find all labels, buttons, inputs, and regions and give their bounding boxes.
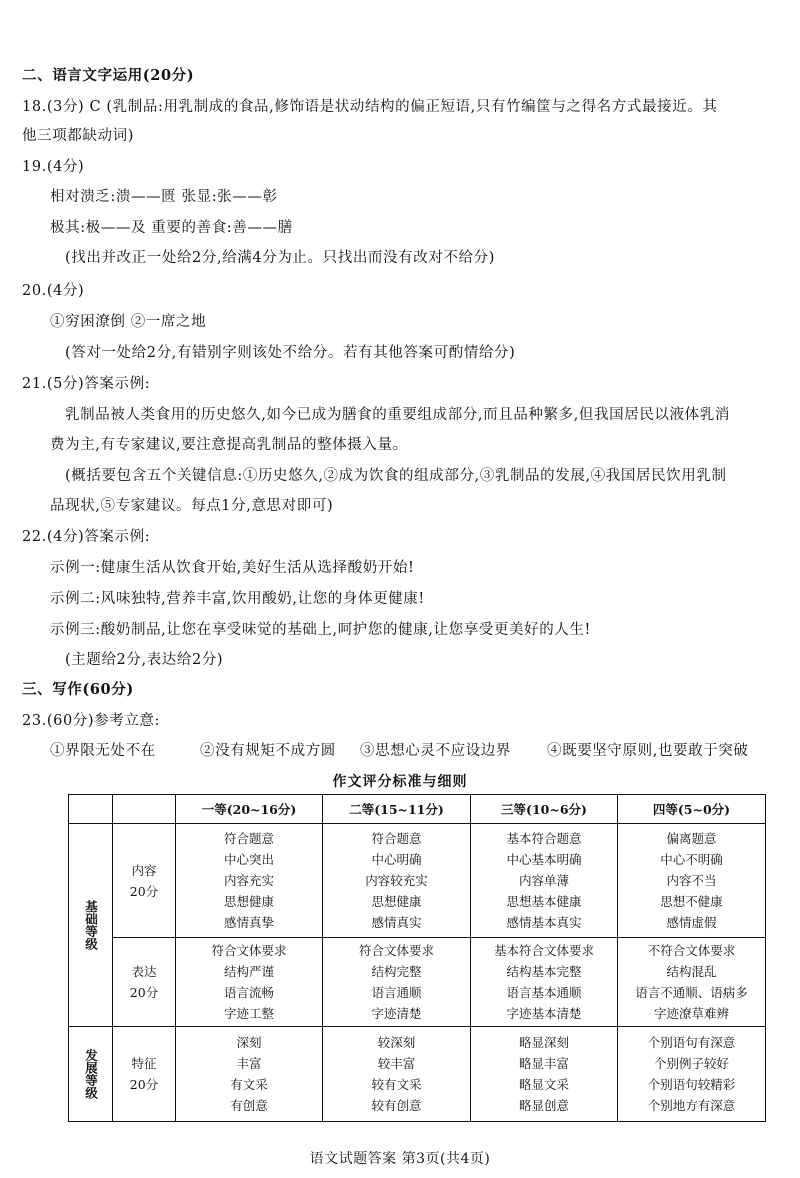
- cell-line: 较有创意: [371, 1098, 422, 1113]
- q21-answer-line-2: 费为主,有专家建议,要注意提高乳制品的整体摄入量。: [50, 437, 408, 453]
- cell-line: 符合题意: [371, 831, 422, 846]
- cell-line: 中心不明确: [660, 852, 723, 867]
- q19-heading: 19.(4分): [22, 159, 85, 175]
- cell-line: 语言通顺: [371, 985, 422, 1000]
- table-header-row: [69, 795, 766, 824]
- q21-grading-note-2: 品现状,⑤专家建议。每点1分,意思对即可): [50, 498, 334, 514]
- cell-line: 感情真挚: [223, 915, 274, 930]
- cell-line: 感情基本真实: [506, 915, 582, 930]
- q18-line-1: 18.(3分) C (乳制品:用乳制成的食品,修饰语是状动结构的偏正短语,只有竹编筐与之得名方式最接近。其: [22, 99, 718, 115]
- cell-line: 个别语句较精彩: [647, 1077, 736, 1092]
- cell-line: 符合题意: [223, 831, 274, 846]
- table-cell: [176, 938, 323, 1027]
- table-cell: [176, 824, 323, 938]
- row-label: 表达 20分: [113, 938, 176, 1027]
- cell-line: 基本符合文体要求: [493, 943, 594, 958]
- table-cell: [323, 938, 471, 1027]
- cell-line: 思想不健康: [660, 894, 723, 909]
- cell-line: 字迹清楚: [371, 1006, 422, 1021]
- cell-line: 有创意: [230, 1098, 268, 1113]
- q23-option-2: ②没有规矩不成方圆: [200, 743, 336, 759]
- grade-2-header: 二等(15~11分): [323, 795, 471, 824]
- table-cell: [471, 824, 618, 938]
- table-title: 作文评分标准与细则: [332, 774, 468, 790]
- table-cell: [323, 1027, 471, 1122]
- q22-example-2: 示例二:风味独特,营养丰富,饮用酸奶,让您的身体更健康!: [50, 591, 425, 607]
- q21-grading-note-1: (概括要包含五个关键信息:①历史悠久,②成为饮食的组成部分,③乳制品的发展,④我国居民饮用乳制: [65, 468, 727, 484]
- cell-line: 丰富: [236, 1056, 262, 1071]
- cell-line: 中心基本明确: [506, 852, 582, 867]
- cell-line: 字迹基本清楚: [506, 1006, 582, 1021]
- cell-line: 不符合文体要求: [647, 943, 736, 958]
- cell-line: 略显丰富: [518, 1056, 569, 1071]
- cell-line: 语言流畅: [223, 985, 274, 1000]
- table-cell: [176, 1027, 323, 1122]
- cell-line: 基本符合题意: [506, 831, 582, 846]
- q22-heading: 22.(4分)答案示例:: [22, 529, 151, 545]
- cell-line: 感情虚假: [666, 915, 717, 930]
- q22-grading-note: (主题给2分,表达给2分): [65, 652, 224, 668]
- grading-table: [68, 794, 766, 1122]
- cell-line: 符合文体要求: [211, 943, 287, 958]
- cell-line: 思想健康: [223, 894, 274, 909]
- cell-line: 结构基本完整: [506, 964, 582, 979]
- cell-line: 个别例子较好: [653, 1056, 729, 1071]
- table-row: [69, 938, 766, 1027]
- page-footer: 语文试题答案 第3页(共4页): [309, 1151, 491, 1167]
- cell-line: 内容较充实: [365, 873, 428, 888]
- cell-line: 略显文采: [518, 1077, 569, 1092]
- table-cell: [471, 938, 618, 1027]
- q20-answer: ①穷困潦倒 ②一席之地: [50, 314, 207, 330]
- table-cell: [618, 1027, 766, 1122]
- grade-4-header: 四等(5~0分): [618, 795, 766, 824]
- q23-option-3: ③思想心灵不应设边界: [360, 743, 511, 759]
- cell-line: 符合文体要求: [358, 943, 434, 958]
- q20-heading: 20.(4分): [22, 283, 85, 299]
- cell-line: 结构严谨: [223, 964, 274, 979]
- cell-line: 结构完整: [371, 964, 422, 979]
- cell-line: 内容不当: [666, 873, 717, 888]
- cell-line: 略显深刻: [518, 1035, 569, 1050]
- cell-line: 内容单薄: [518, 873, 569, 888]
- q21-answer-line-1: 乳制品被人类食用的历史悠久,如今已成为膳食的重要组成部分,而且品种繁多,但我国居民以液体乳消: [65, 407, 730, 423]
- table-cell: [323, 824, 471, 938]
- table-cell: [471, 1027, 618, 1122]
- cell-line: 中心突出: [223, 852, 274, 867]
- cell-line: 有文采: [230, 1077, 268, 1092]
- cell-line: 思想健康: [371, 894, 422, 909]
- cell-line: 个别地方有深意: [647, 1098, 736, 1113]
- q23-option-4: ④既要坚守原则,也要敢于突破: [547, 743, 749, 759]
- cell-line: 语言基本通顺: [506, 985, 582, 1000]
- cell-line: 深刻: [236, 1035, 262, 1050]
- cell-line: 略显创意: [518, 1098, 569, 1113]
- cell-line: 较有文采: [371, 1077, 422, 1092]
- row-label: 内容 20分: [113, 824, 176, 938]
- cell-line: 个别语句有深意: [647, 1035, 736, 1050]
- q21-heading: 21.(5分)答案示例:: [22, 376, 151, 392]
- q22-example-3: 示例三:酸奶制品,让您在享受味觉的基础上,呵护您的健康,让您享受更美好的人生!: [50, 622, 591, 638]
- q19-answer-line-2: 极其:极——及 重要的善食:善——膳: [50, 220, 293, 236]
- table-row: [69, 824, 766, 938]
- group-basic-level: 基础等级: [69, 824, 113, 1027]
- q19-grading-note: (找出并改正一处给2分,给满4分为止。只找出而没有改对不给分): [65, 250, 495, 266]
- q22-example-1: 示例一:健康生活从饮食开始,美好生活从选择酸奶开始!: [50, 560, 415, 576]
- q23-options: [50, 741, 782, 761]
- table-row: [69, 1027, 766, 1122]
- section-3-heading: 三、写作(60分): [22, 681, 134, 698]
- cell-line: 内容充实: [223, 873, 274, 888]
- q19-answer-line-1: 相对溃乏:溃——匮 张显:张——彰: [50, 189, 278, 205]
- cell-line: 结构混乱: [666, 964, 717, 979]
- cell-line: 较深刻: [377, 1035, 416, 1050]
- cell-line: 中心明确: [371, 852, 422, 867]
- row-label: 特征 20分: [113, 1027, 176, 1122]
- section-2-heading: 二、语言文字运用(20分): [22, 67, 195, 84]
- cell-line: 感情真实: [371, 915, 422, 930]
- q18-line-2: 他三项都缺动词): [22, 128, 134, 144]
- cell-line: 字迹潦草难辨: [653, 1006, 729, 1021]
- group-development-level: 发展等级: [69, 1027, 113, 1122]
- cell-line: 较丰富: [377, 1056, 416, 1071]
- table-cell: [618, 824, 766, 938]
- cell-line: 语言不通顺、语病多: [635, 985, 748, 1000]
- cell-line: 字迹工整: [223, 1006, 274, 1021]
- grade-3-header: 三等(10~6分): [471, 795, 618, 824]
- cell-line: 思想基本健康: [506, 894, 582, 909]
- cell-line: 偏离题意: [666, 831, 717, 846]
- q23-heading: 23.(60分)参考立意:: [22, 713, 161, 729]
- table-cell: [618, 938, 766, 1027]
- q23-option-1: ①界限无处不在: [50, 743, 156, 759]
- grade-1-header: 一等(20~16分): [176, 795, 323, 824]
- q20-grading-note: (答对一处给2分,有错别字则该处不给分。若有其他答案可酌情给分): [65, 345, 516, 361]
